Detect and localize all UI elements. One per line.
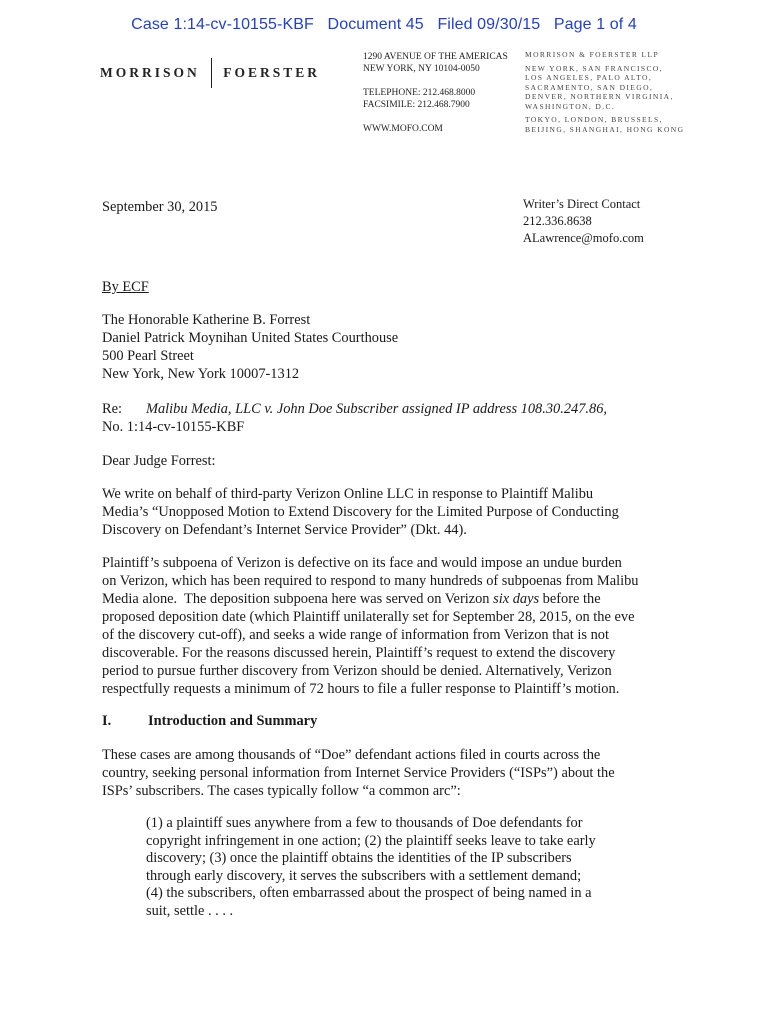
office-line: DENVER, NORTHERN VIRGINIA,	[525, 92, 674, 101]
section-heading	[102, 712, 317, 730]
salutation: Dear Judge Forrest:	[102, 453, 216, 469]
address-line: 1290 AVENUE OF THE AMERICAS	[363, 52, 508, 62]
office-line: SACRAMENTO, SAN DIEGO,	[525, 82, 654, 92]
website: WWW.MOFO.COM	[363, 124, 443, 134]
contact-phone: 212.336.8638	[523, 214, 592, 228]
office-line: WASHINGTON, D.C.	[525, 101, 616, 111]
paragraph-line: Discovery on Defendant’s Internet Service Provider” (Dkt. 44).	[102, 522, 467, 538]
paragraph-subpoena	[102, 554, 682, 698]
paragraph-text: Media alone. The deposition subpoena here was served on Verizon	[102, 591, 494, 607]
paragraph-line: country, seeking personal information from Internet Service Providers (“ISPs”) about the	[102, 765, 615, 781]
paragraph-line: Media’s “Unopposed Motion to Extend Discovery for the Limited Purpose of Conducting	[102, 504, 619, 520]
paragraph-line: These cases are among thousands of “Doe” defendant actions filed in courts across the	[102, 747, 601, 763]
paragraph-line: proposed deposition date (which Plaintiff unilaterally set for September 28, 2015, on the eve	[102, 609, 635, 625]
quote-line: copyright infringement in one action; (2) the plaintiff seeks leave to take early	[146, 832, 596, 849]
writer-contact	[523, 196, 644, 247]
paragraph-line: Plaintiff’s subpoena of Verizon is defective on its face and would impose an undue burden	[102, 555, 622, 571]
paragraph-line	[102, 590, 682, 608]
firm-logo	[100, 58, 320, 88]
paragraph-text: before the	[539, 591, 601, 607]
address-line: NEW YORK, NY 10104-0050	[363, 64, 480, 74]
quote-line: (1) a plaintiff sues anywhere from a few to thousands of Doe defendants for	[146, 815, 583, 831]
addressee-line: Daniel Patrick Moynihan United States Courthouse	[102, 330, 399, 346]
quote-line: suit, settle . . . .	[146, 902, 234, 919]
addressee-block	[102, 311, 398, 383]
section-title: Introduction and Summary	[148, 713, 318, 729]
office-line: TOKYO, LONDON, BRUSSELS,	[525, 115, 663, 124]
paragraph-line: on Verizon, which has been required to respond to many hundreds of subpoenas from Malibu	[102, 573, 639, 589]
contact-email[interactable]: ALawrence@mofo.com	[523, 231, 644, 245]
addressee-line: 500 Pearl Street	[102, 348, 194, 364]
letter-date: September 30, 2015	[102, 199, 218, 215]
emphasis-text: six days	[493, 591, 540, 607]
paragraph-line: of the discovery cut-off), and seeks a wide range of information from Verizon that is not	[102, 627, 609, 643]
logo-divider	[211, 58, 213, 88]
firm-name-llp: MORRISON & FOERSTER LLP	[525, 50, 660, 59]
block-quote	[146, 815, 626, 920]
office-line: NEW YORK, SAN FRANCISCO,	[525, 63, 663, 73]
re-case-number: No. 1:14-cv-10155-KBF	[102, 419, 245, 435]
re-line	[102, 400, 607, 436]
logo-text-left: MORRISON	[100, 65, 200, 80]
addressee-line: New York, New York 10007-1312	[102, 366, 300, 382]
quote-line: through early discovery, it serves the subscribers with a settlement demand;	[146, 867, 582, 884]
section-number: I.	[102, 713, 112, 729]
telephone: TELEPHONE: 212.468.8000	[363, 88, 476, 98]
paragraph-intro	[102, 485, 682, 539]
facsimile: FACSIMILE: 212.468.7900	[363, 100, 470, 110]
contact-label: Writer’s Direct Contact	[523, 197, 641, 211]
firm-address-block	[363, 51, 508, 135]
re-label: Re:	[102, 401, 122, 417]
paragraph-line: period to pursue further discovery from Verizon should be denied. Alternatively, Verizon	[102, 663, 612, 679]
court-filing-header: Case 1:14-cv-10155-KBF Document 45 Filed 09/30/15 Page 1 of 4	[131, 16, 637, 33]
paragraph-line: We write on behalf of third-party Verizon Online LLC in response to Plaintiff Malibu	[102, 486, 594, 502]
quote-line: (4) the subscribers, often embarrassed about the prospect of being named in a	[146, 885, 592, 901]
paragraph-line: ISPs’ subscribers. The cases typically follow “a common arc”:	[102, 783, 461, 799]
paragraph-line: discoverable. For the reasons discussed herein, Plaintiff’s request to extend the discovery	[102, 645, 616, 661]
quote-line: discovery; (3) once the plaintiff obtains the identities of the IP subscribers	[146, 850, 572, 866]
office-line: LOS ANGELES, PALO ALTO,	[525, 73, 653, 82]
firm-offices-block	[525, 50, 684, 134]
addressee-line: The Honorable Katherine B. Forrest	[102, 312, 311, 328]
re-case-title: Malibu Media, LLC v. John Doe Subscriber assigned IP address 108.30.247.86,	[146, 401, 608, 417]
office-line: BEIJING, SHANGHAI, HONG KONG	[525, 124, 685, 134]
paragraph-background	[102, 746, 682, 800]
logo-text-right: FOERSTER	[223, 65, 321, 80]
paragraph-line: respectfully requests a minimum of 72 hours to file a fuller response to Plaintiff’s motion.	[102, 681, 620, 697]
delivery-method: By ECF	[102, 279, 149, 295]
